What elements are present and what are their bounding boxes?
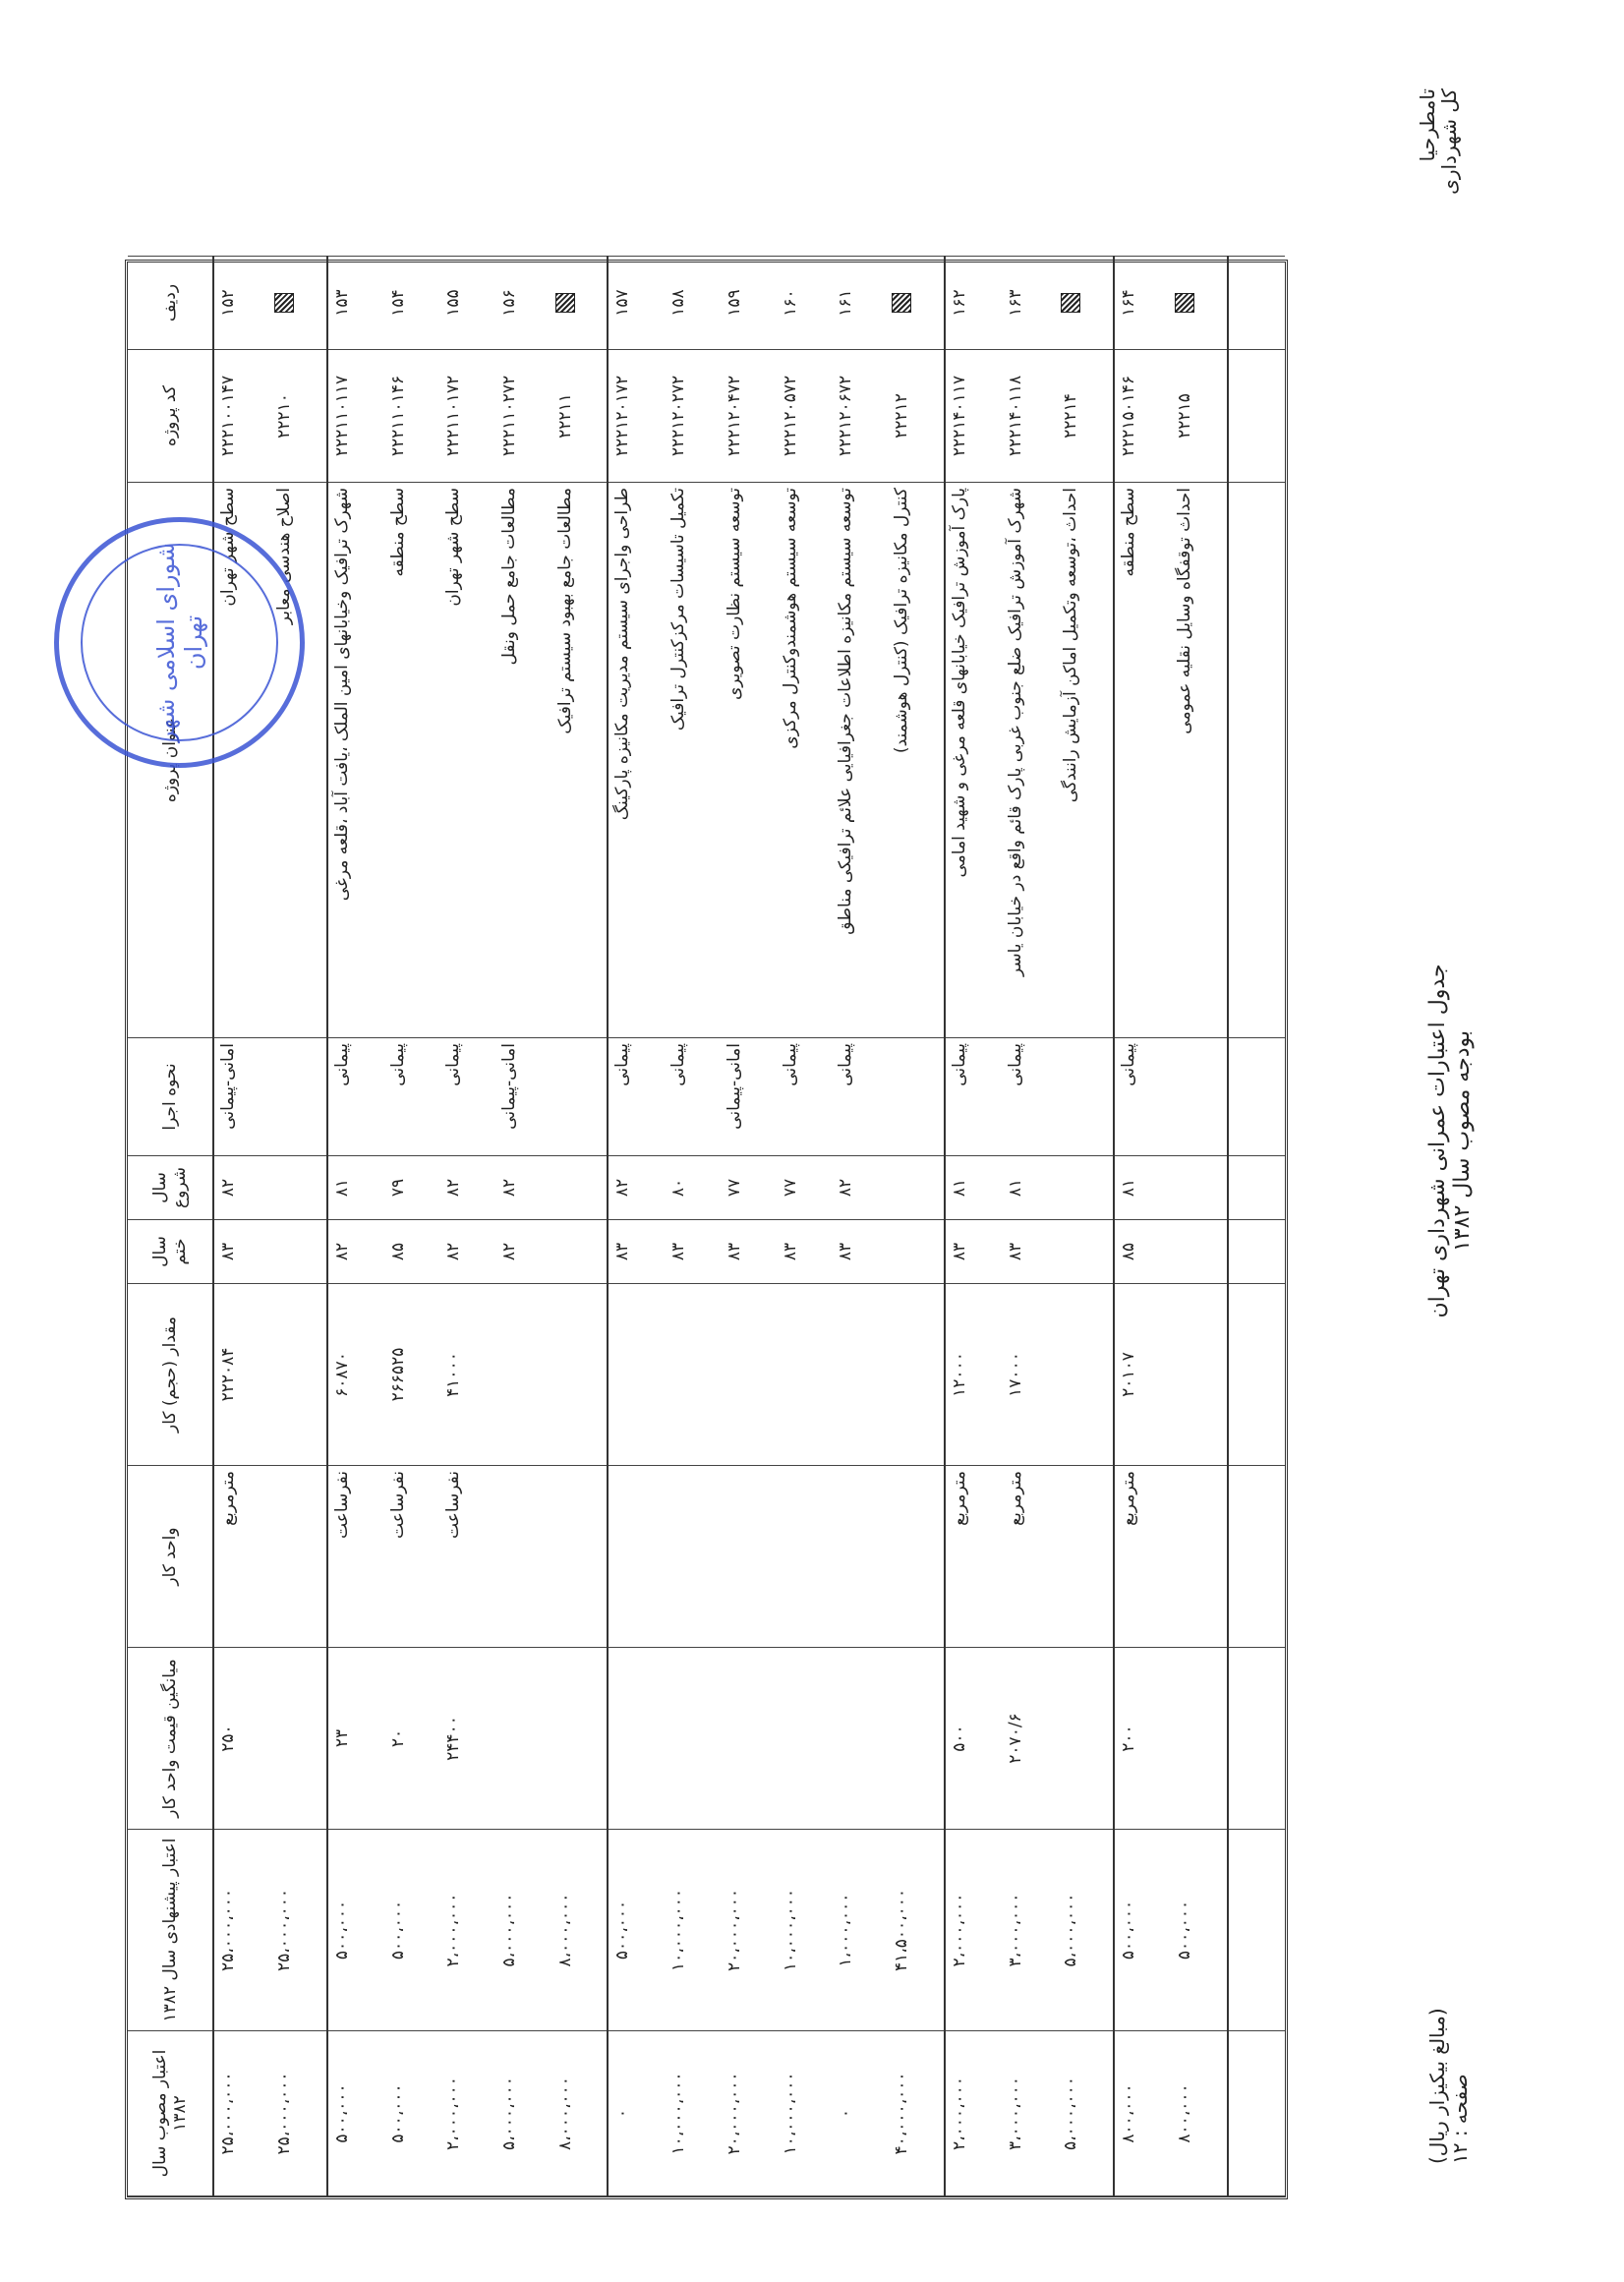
col-title: عنوان پروژه: [128, 483, 213, 1038]
cell-unit: [608, 1466, 665, 1648]
table-row: [495, 257, 551, 2196]
cell-unit: [665, 1466, 721, 1648]
cell-unit: مترمربع: [945, 1466, 1002, 1648]
org-line-2: کل شهرداری: [1437, 88, 1461, 195]
cell-code: ۲۲۲۱۵۰۱۴۶: [1114, 350, 1171, 483]
cell-start: ۸۲: [495, 1156, 551, 1220]
empty-cell: [1228, 1648, 1285, 1830]
checker-square-icon: [892, 293, 911, 313]
cell-code: ۲۲۲۱۴: [1057, 350, 1114, 483]
cell-unit: مترمربع: [1114, 1466, 1171, 1648]
table-row: [551, 257, 609, 2196]
cell-unit: نفرساعت: [384, 1466, 440, 1648]
cell-end: [1171, 1220, 1228, 1284]
cell-code: ۲۲۲۱۱۰۱۷۲: [439, 350, 495, 483]
cell-approved: ۱۰،۰۰۰،۰۰۰: [777, 2031, 833, 2196]
cell-unit: [721, 1466, 777, 1648]
cell-approved: ۲۵،۰۰۰،۰۰۰: [213, 2031, 270, 2196]
cell-approved: ۵۰۰،۰۰۰: [327, 2031, 384, 2196]
cell-start: [1057, 1156, 1114, 1220]
cell-avg-price: ۲۳: [327, 1648, 384, 1830]
unit-note: (مبالغ بیکیزار ریال): [1425, 2008, 1449, 2164]
empty-cell: [1228, 1156, 1285, 1220]
cell-avg-price: ۲۰۰: [1114, 1648, 1171, 1830]
cell-row: ۱۵۴: [384, 257, 440, 350]
cell-title: تکمیل تاسیسات مرکزکنترل ترافیک: [665, 483, 721, 1038]
cell-title: احداث توقفگاه وسایل نقلیه عمومی: [1171, 483, 1228, 1038]
cell-volume: [270, 1284, 327, 1466]
cell-start: [888, 1156, 945, 1220]
col-code: کد پروژه: [128, 350, 213, 483]
cell-volume: ۴۱۰۰۰: [439, 1284, 495, 1466]
cell-unit: [495, 1466, 551, 1648]
cell-method: [1171, 1038, 1228, 1156]
cell-end: ۸۳: [721, 1220, 777, 1284]
cell-start: [1171, 1156, 1228, 1220]
empty-cell: [1228, 257, 1285, 350]
cell-proposed: ۵،۰۰۰،۰۰۰: [495, 1830, 551, 2031]
table-row: [888, 257, 945, 2196]
cell-row: [1171, 257, 1228, 350]
cell-end: [888, 1220, 945, 1284]
cell-avg-price: ۲۴۴۰۰: [439, 1648, 495, 1830]
cell-end: ۸۲: [495, 1220, 551, 1284]
cell-title: احداث ،توسعه وتکمیل اماکن آزمایش رانندگی: [1057, 483, 1114, 1038]
cell-start: ۸۲: [213, 1156, 270, 1220]
table-body: [213, 257, 1285, 2196]
col-start: سال شروع: [128, 1156, 213, 1220]
cell-avg-price: ۲۵۰: [213, 1648, 270, 1830]
cell-approved: ۲،۰۰۰،۰۰۰: [439, 2031, 495, 2196]
cell-title: کنترل مکانیزه ترافیک (کنترل هوشمند): [888, 483, 945, 1038]
cell-method: [551, 1038, 609, 1156]
cell-row: ۱۶۴: [1114, 257, 1171, 350]
cell-method: پیمانی: [665, 1038, 721, 1156]
budget-table: [128, 256, 1285, 2196]
col-approved: اعتبار مصوب سال ۱۳۸۲: [128, 2031, 213, 2196]
empty-cell: [1228, 483, 1285, 1038]
cell-method: امانی-پیمانی: [213, 1038, 270, 1156]
cell-proposed: ۱،۰۰۰،۰۰۰: [832, 1830, 888, 2031]
cell-row: ۱۵۵: [439, 257, 495, 350]
cell-approved: ۲۵،۰۰۰،۰۰۰: [270, 2031, 327, 2196]
table-row: [1002, 257, 1058, 2196]
cell-unit: [832, 1466, 888, 1648]
cell-proposed: ۲۵،۰۰۰،۰۰۰: [270, 1830, 327, 2031]
cell-unit: [888, 1466, 945, 1648]
cell-volume: [1171, 1284, 1228, 1466]
cell-end: ۸۳: [832, 1220, 888, 1284]
cell-row: ۱۶۳: [1002, 257, 1058, 350]
cell-unit: نفرساعت: [439, 1466, 495, 1648]
cell-end: [1057, 1220, 1114, 1284]
cell-method: پیمانی: [1114, 1038, 1171, 1156]
cell-row: ۱۵۸: [665, 257, 721, 350]
cell-avg-price: [551, 1648, 609, 1830]
cell-row: ۱۵۶: [495, 257, 551, 350]
cell-proposed: ۵۰۰،۰۰۰: [1171, 1830, 1228, 2031]
cell-proposed: ۲،۰۰۰،۰۰۰: [945, 1830, 1002, 2031]
checker-square-icon: [274, 293, 294, 313]
cell-code: ۲۲۲۱۰۰۱۴۷: [213, 350, 270, 483]
cell-avg-price: ۵۰۰: [945, 1648, 1002, 1830]
cell-unit: مترمربع: [1002, 1466, 1058, 1648]
col-proposed: اعتبار پیشنهادی سال ۱۳۸۲: [128, 1830, 213, 2031]
empty-cell: [1228, 350, 1285, 483]
cell-avg-price: [1057, 1648, 1114, 1830]
cell-end: [270, 1220, 327, 1284]
cell-method: پیمانی: [384, 1038, 440, 1156]
cell-volume: [1057, 1284, 1114, 1466]
cell-start: ۷۷: [721, 1156, 777, 1220]
cell-end: [551, 1220, 609, 1284]
cell-volume: ۱۷۰۰۰: [1002, 1284, 1058, 1466]
cell-approved: ۸۰۰،۰۰۰: [1171, 2031, 1228, 2196]
cell-method: [1057, 1038, 1114, 1156]
empty-row: [1228, 257, 1285, 2196]
cell-method: امانی-پیمانی: [495, 1038, 551, 1156]
cell-title: سطح شهر تهران: [439, 483, 495, 1038]
cell-unit: [777, 1466, 833, 1648]
cell-title: طراحی واجرای سیستم مدیریت مکانیزه پارکینگ: [608, 483, 665, 1038]
col-volume: مقدار (حجم) کار: [128, 1284, 213, 1466]
cell-approved: ۸۰۰،۰۰۰: [1114, 2031, 1171, 2196]
cell-code: ۲۲۲۱۴۰۱۱۸: [1002, 350, 1058, 483]
cell-row: ۱۵۹: [721, 257, 777, 350]
cell-avg-price: [832, 1648, 888, 1830]
col-end: سال ختم: [128, 1220, 213, 1284]
cell-title: توسعه سیستم نظارت تصویری: [721, 483, 777, 1038]
cell-avg-price: [888, 1648, 945, 1830]
cell-end: ۸۳: [213, 1220, 270, 1284]
cell-code: ۲۲۲۱۴۰۱۱۷: [945, 350, 1002, 483]
cell-row: ۱۶۲: [945, 257, 1002, 350]
table-title: جدول اعتبارات عمرانی شهرداری تهران: [1425, 964, 1450, 1318]
org-line-1: تامطرحیا: [1416, 88, 1439, 162]
cell-method: پیمانی: [327, 1038, 384, 1156]
cell-avg-price: [270, 1648, 327, 1830]
cell-proposed: ۲۰،۰۰۰،۰۰۰: [721, 1830, 777, 2031]
cell-approved: ۵۰۰،۰۰۰: [384, 2031, 440, 2196]
cell-row: ۱۵۷: [608, 257, 665, 350]
empty-cell: [1228, 2031, 1285, 2196]
cell-volume: [551, 1284, 609, 1466]
cell-code: ۲۲۲۱۵: [1171, 350, 1228, 483]
cell-row: [1057, 257, 1114, 350]
cell-volume: [665, 1284, 721, 1466]
cell-end: ۸۲: [327, 1220, 384, 1284]
cell-proposed: ۵۰۰،۰۰۰: [1114, 1830, 1171, 2031]
cell-volume: [495, 1284, 551, 1466]
cell-title: شهرک آموزش ترافیک ضلع جنوب غربی پارک قائم واقع در خیابان یاسر: [1002, 483, 1058, 1038]
cell-row: [888, 257, 945, 350]
cell-end: ۸۳: [945, 1220, 1002, 1284]
cell-row: ۱۵۲: [213, 257, 270, 350]
cell-volume: [888, 1284, 945, 1466]
budget-table-frame: [125, 260, 1288, 2199]
cell-approved: ۵،۰۰۰،۰۰۰: [495, 2031, 551, 2196]
cell-avg-price: [777, 1648, 833, 1830]
cell-method: [270, 1038, 327, 1156]
cell-method: امانی-پیمانی: [721, 1038, 777, 1156]
cell-proposed: ۵۰۰،۰۰۰: [384, 1830, 440, 2031]
cell-proposed: ۱۰،۰۰۰،۰۰۰: [665, 1830, 721, 2031]
empty-cell: [1228, 1038, 1285, 1156]
cell-approved: ۸،۰۰۰،۰۰۰: [551, 2031, 609, 2196]
cell-volume: ۱۲۰۰۰: [945, 1284, 1002, 1466]
official-seal: [54, 517, 305, 768]
cell-proposed: ۱۰،۰۰۰،۰۰۰: [777, 1830, 833, 2031]
cell-end: ۸۲: [439, 1220, 495, 1284]
cell-start: ۸۰: [665, 1156, 721, 1220]
cell-title: مطالعات جامع بهبود سیستم ترافیک: [551, 483, 609, 1038]
cell-approved: ۱۰،۰۰۰،۰۰۰: [665, 2031, 721, 2196]
cell-unit: [1171, 1466, 1228, 1648]
cell-proposed: ۲،۰۰۰،۰۰۰: [439, 1830, 495, 2031]
cell-start: ۷۹: [384, 1156, 440, 1220]
cell-end: ۸۵: [1114, 1220, 1171, 1284]
cell-volume: ۲۲۲۰۸۴: [213, 1284, 270, 1466]
budget-title: بودجه مصوب سال ۱۳۸۲: [1450, 1030, 1475, 1252]
cell-code: ۲۲۲۱۱: [551, 350, 609, 483]
cell-code: ۲۲۲۱۱۰۲۷۲: [495, 350, 551, 483]
checker-square-icon: [1175, 293, 1194, 313]
cell-approved: ۳،۰۰۰،۰۰۰: [1002, 2031, 1058, 2196]
cell-volume: [608, 1284, 665, 1466]
cell-title: سطح شهر تهران: [213, 483, 270, 1038]
cell-method: پیمانی: [608, 1038, 665, 1156]
cell-approved: ۲۰،۰۰۰،۰۰۰: [721, 2031, 777, 2196]
cell-proposed: ۵،۰۰۰،۰۰۰: [1057, 1830, 1114, 2031]
cell-method: [888, 1038, 945, 1156]
cell-title: اصلاح هندسی معابر: [270, 483, 327, 1038]
cell-method: پیمانی: [832, 1038, 888, 1156]
col-method: نحوه اجرا: [128, 1038, 213, 1156]
cell-unit: مترمربع: [213, 1466, 270, 1648]
cell-volume: ۶۰۸۷۰: [327, 1284, 384, 1466]
table-row: [1171, 257, 1228, 2196]
table-row: [384, 257, 440, 2196]
cell-start: ۸۲: [608, 1156, 665, 1220]
cell-start: [270, 1156, 327, 1220]
cell-end: ۸۵: [384, 1220, 440, 1284]
cell-volume: ۲۶۶۵۲۵: [384, 1284, 440, 1466]
cell-start: [551, 1156, 609, 1220]
cell-start: ۷۷: [777, 1156, 833, 1220]
table-row: [945, 257, 1002, 2196]
cell-approved: ۲،۰۰۰،۰۰۰: [945, 2031, 1002, 2196]
cell-approved: ۴۰،۰۰۰،۰۰۰: [888, 2031, 945, 2196]
cell-row: ۱۶۰: [777, 257, 833, 350]
cell-avg-price: [608, 1648, 665, 1830]
cell-code: ۲۲۲۱۲۰۲۷۲: [665, 350, 721, 483]
col-avg-price: میانگین قیمت واحد کار: [128, 1648, 213, 1830]
cell-method: پیمانی: [777, 1038, 833, 1156]
cell-avg-price: [721, 1648, 777, 1830]
cell-proposed: ۸،۰۰۰،۰۰۰: [551, 1830, 609, 2031]
cell-end: ۸۳: [1002, 1220, 1058, 1284]
cell-avg-price: ۲۰: [384, 1648, 440, 1830]
cell-volume: [832, 1284, 888, 1466]
cell-avg-price: ۲۰۷۰/۶: [1002, 1648, 1058, 1830]
cell-start: ۸۲: [832, 1156, 888, 1220]
cell-code: ۲۲۲۱۰: [270, 350, 327, 483]
cell-title: سطح منطقه: [1114, 483, 1171, 1038]
cell-row: [270, 257, 327, 350]
cell-avg-price: [495, 1648, 551, 1830]
cell-code: ۲۲۲۱۲۰۶۷۲: [832, 350, 888, 483]
table-row: [832, 257, 888, 2196]
cell-end: ۸۳: [608, 1220, 665, 1284]
cell-unit: [551, 1466, 609, 1648]
table-row: [665, 257, 721, 2196]
cell-start: ۸۱: [327, 1156, 384, 1220]
table-row: [439, 257, 495, 2196]
cell-proposed: ۳،۰۰۰،۰۰۰: [1002, 1830, 1058, 2031]
table-row: [270, 257, 327, 2196]
table-row: [327, 257, 384, 2196]
cell-method: پیمانی: [1002, 1038, 1058, 1156]
cell-code: ۲۲۲۱۱۰۱۱۷: [327, 350, 384, 483]
cell-code: ۲۲۲۱۲۰۵۷۲: [777, 350, 833, 483]
checker-square-icon: [555, 293, 575, 313]
cell-start: ۸۱: [945, 1156, 1002, 1220]
cell-unit: [270, 1466, 327, 1648]
empty-cell: [1228, 1220, 1285, 1284]
cell-proposed: ۵۰۰،۰۰۰: [327, 1830, 384, 2031]
cell-end: ۸۳: [665, 1220, 721, 1284]
empty-cell: [1228, 1284, 1285, 1466]
cell-title: سطح منطقه: [384, 483, 440, 1038]
seal-text: شورای اسلامی شهر تهران: [152, 542, 207, 743]
cell-code: ۲۲۲۱۲۰۱۷۲: [608, 350, 665, 483]
cell-proposed: ۲۵،۰۰۰،۰۰۰: [213, 1830, 270, 2031]
cell-code: ۲۲۲۱۲۰۴۷۲: [721, 350, 777, 483]
cell-title: پارک آموزش ترافیک خیابانهای قلعه مرغی و شهید امامی: [945, 483, 1002, 1038]
cell-start: ۸۲: [439, 1156, 495, 1220]
cell-proposed: ۵۰۰،۰۰۰: [608, 1830, 665, 2031]
cell-start: ۸۱: [1002, 1156, 1058, 1220]
cell-volume: [721, 1284, 777, 1466]
table-row: [608, 257, 665, 2196]
cell-title: توسعه سیستم مکانیزه اطلاعات جغرافیایی علائم ترافیکی مناطق: [832, 483, 888, 1038]
checker-square-icon: [1061, 293, 1080, 313]
cell-approved: ۰: [832, 2031, 888, 2196]
col-row: ردیف: [128, 257, 213, 350]
table-row: [721, 257, 777, 2196]
cell-title: توسعه سیستم هوشمندوکنترل مرکزی: [777, 483, 833, 1038]
empty-cell: [1228, 1830, 1285, 2031]
cell-row: [551, 257, 609, 350]
cell-end: ۸۳: [777, 1220, 833, 1284]
cell-method: پیمانی: [945, 1038, 1002, 1156]
cell-code: ۲۲۲۱۱۰۱۴۶: [384, 350, 440, 483]
col-unit: واحد کار: [128, 1466, 213, 1648]
cell-volume: ۲۰۱۰۷: [1114, 1284, 1171, 1466]
table-row: [1114, 257, 1171, 2196]
cell-start: ۸۱: [1114, 1156, 1171, 1220]
cell-avg-price: [1171, 1648, 1228, 1830]
empty-cell: [1228, 1466, 1285, 1648]
cell-approved: ۵،۰۰۰،۰۰۰: [1057, 2031, 1114, 2196]
cell-title: شهرک ترافیک وخیابانهای امین الملک ،یافت آباد ،قلعه مرغی: [327, 483, 384, 1038]
cell-unit: [1057, 1466, 1114, 1648]
cell-method: پیمانی: [439, 1038, 495, 1156]
cell-row: ۱۶۱: [832, 257, 888, 350]
cell-avg-price: [665, 1648, 721, 1830]
cell-approved: ۰: [608, 2031, 665, 2196]
table-row: [1057, 257, 1114, 2196]
cell-title: مطالعات جامع حمل ونقل: [495, 483, 551, 1038]
cell-unit: نفرساعت: [327, 1466, 384, 1648]
cell-volume: [777, 1284, 833, 1466]
cell-proposed: ۴۱،۵۰۰،۰۰۰: [888, 1830, 945, 2031]
cell-row: ۱۵۳: [327, 257, 384, 350]
cell-code: ۲۲۲۱۲: [888, 350, 945, 483]
table-row: [777, 257, 833, 2196]
page-number: صفحه : ۱۲: [1448, 2074, 1472, 2164]
